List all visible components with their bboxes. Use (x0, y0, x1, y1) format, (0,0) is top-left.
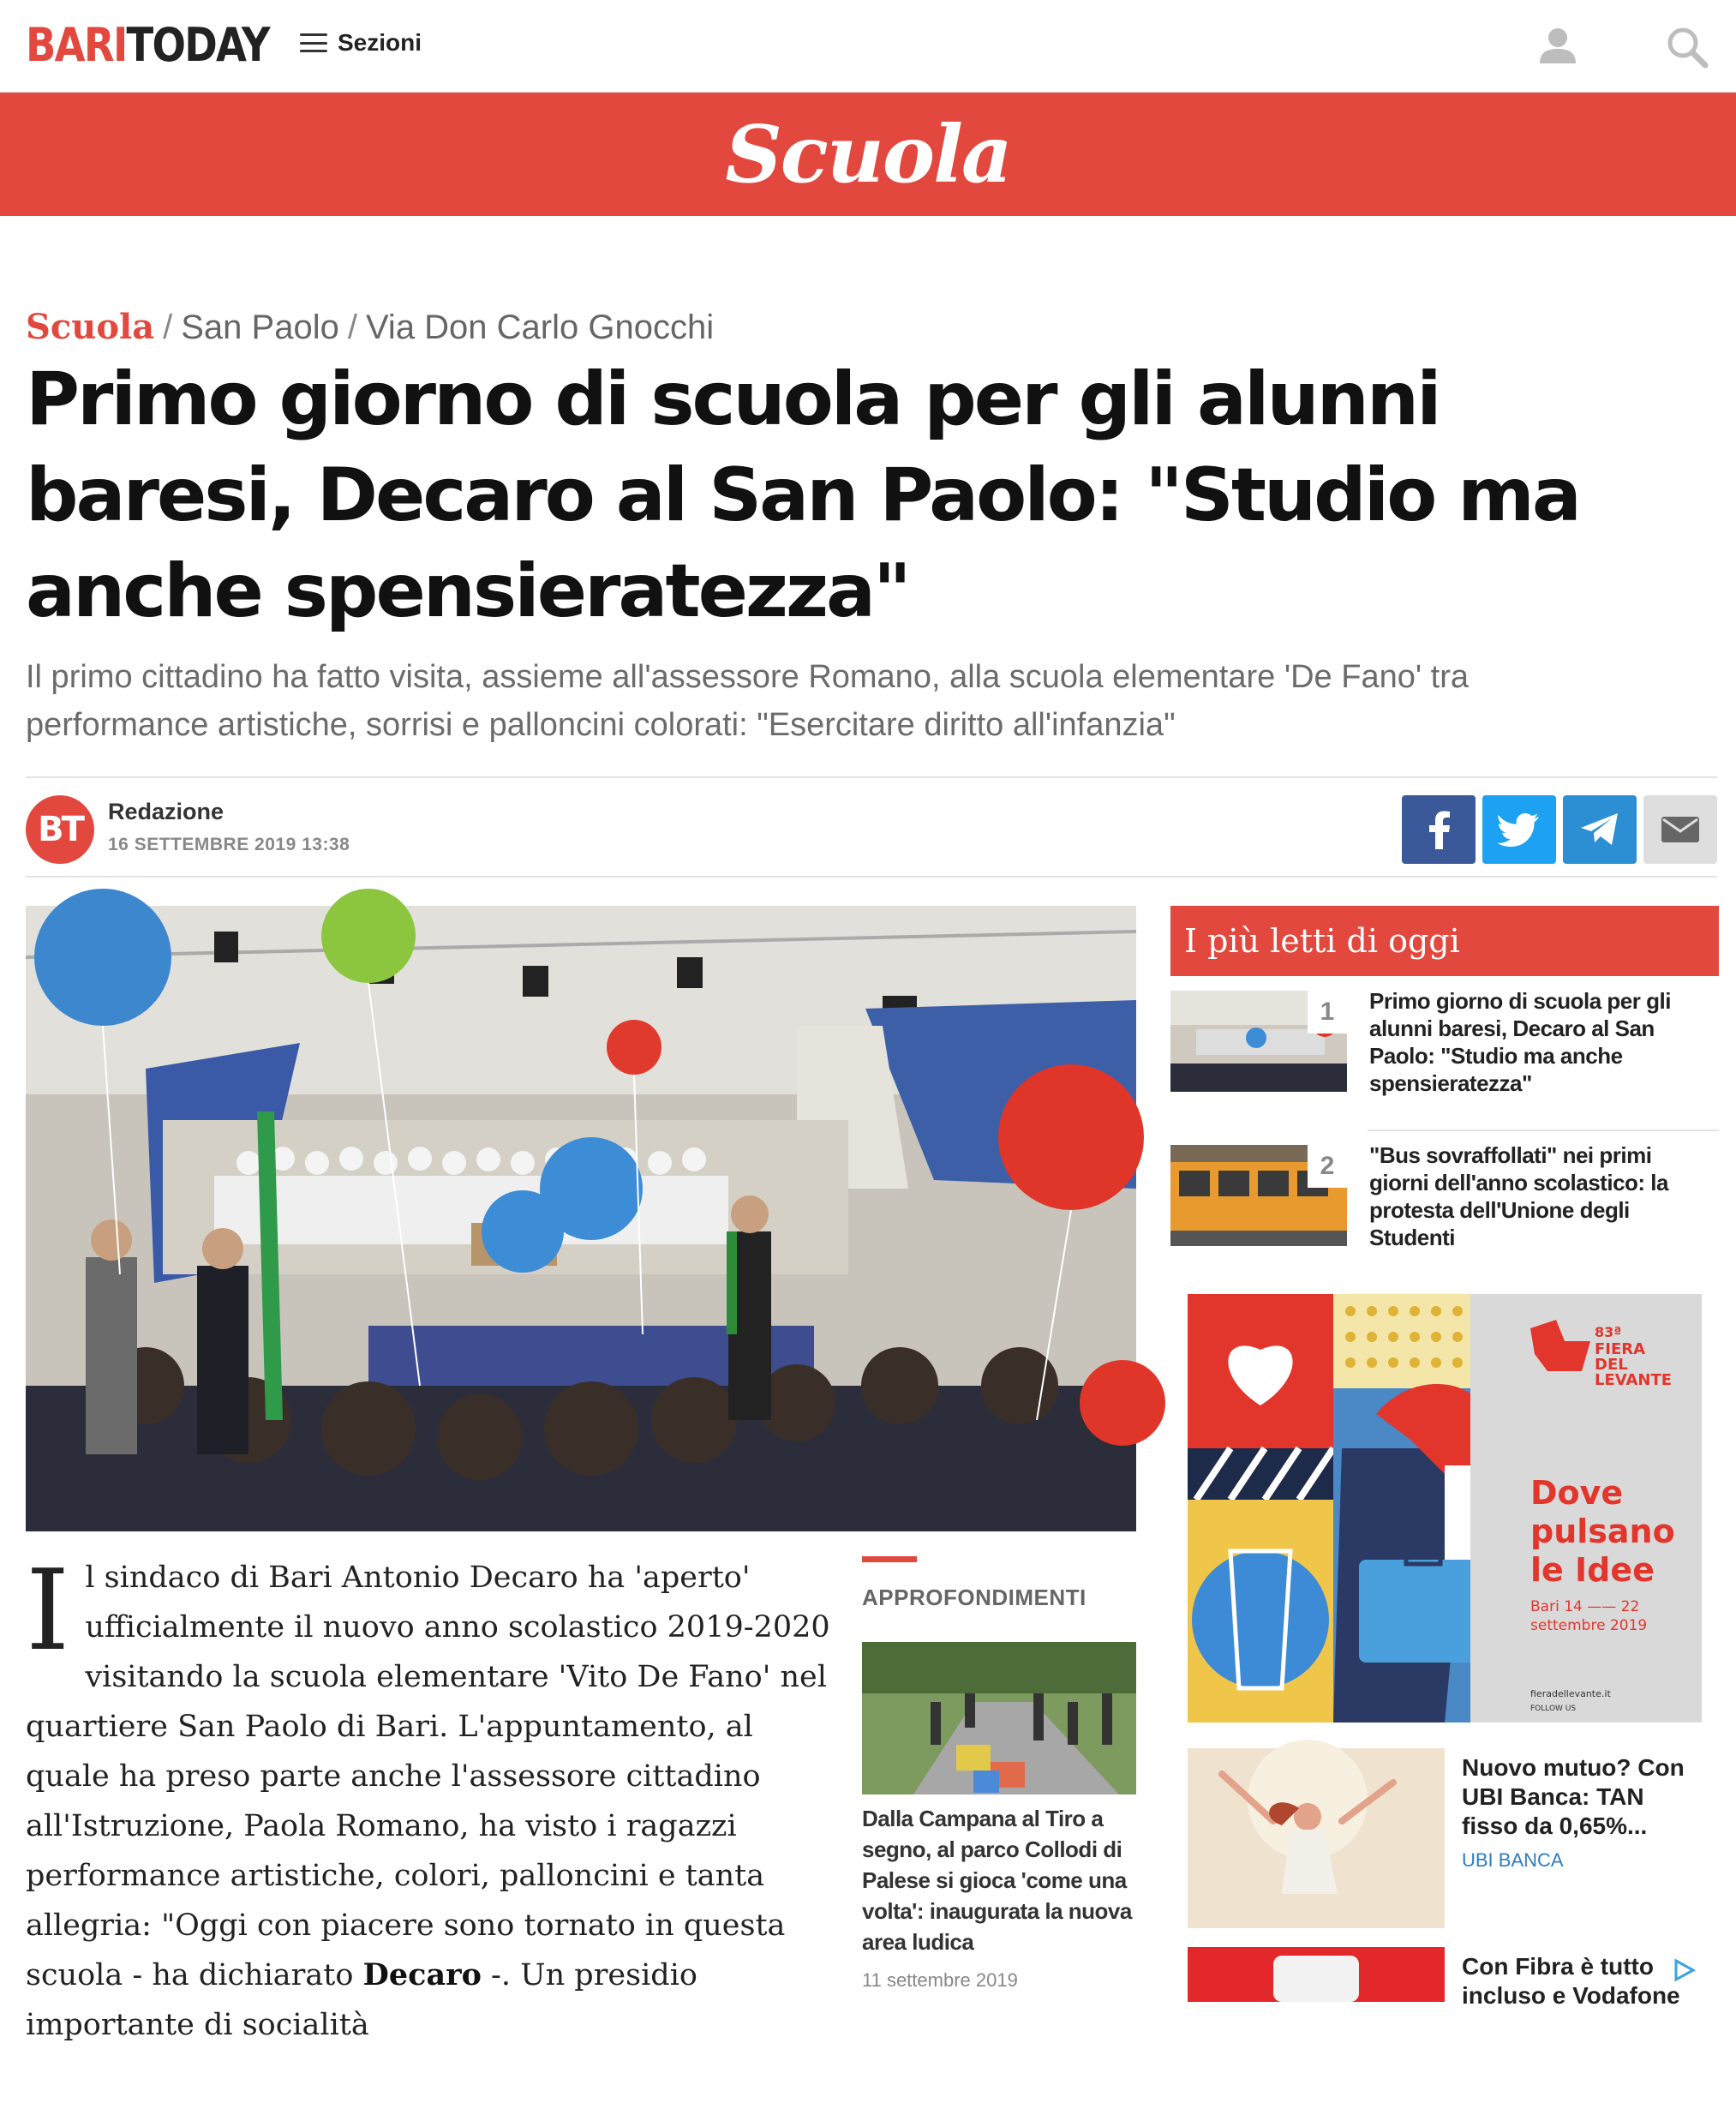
sections-menu-label: Sezioni (338, 29, 422, 56)
ad-tagline-3: le Idee (1530, 1551, 1655, 1589)
search-icon[interactable] (1666, 26, 1709, 69)
breadcrumb (26, 307, 714, 347)
article-text-2: -. Un presidio importante di socialità (26, 1958, 697, 2042)
sections-menu-button[interactable] (300, 29, 422, 57)
accent-bar (862, 1556, 917, 1562)
breadcrumb-category[interactable]: Scuola (26, 307, 155, 347)
sponsored-image (1188, 1947, 1445, 2127)
article-text-1: l sindaco di Bari Antonio Decaro ha 'aperto' ufficialmente il nuovo anno scolastico 2019-2020 visitando la scuola elementare 'Vito De Fano' nel quartiere San Paolo di Bari. L'appuntamento, al quale ha preso parte anche l'assessore cittadino all'Istruzione, Paola Romano, ha visto i ragazzi performance artistiche, colori, palloncini e tanta allegria: "Oggi con piacere sono tornato in questa scuola - ha dichiarato (26, 1561, 830, 1992)
sponsored-image (1188, 1748, 1445, 1928)
dropcap: I (26, 1545, 70, 1675)
breadcrumb-separator: / (347, 309, 357, 346)
share-facebook-button[interactable] (1402, 795, 1476, 864)
related-title[interactable]: Dalla Campana al Tiro a segno, al parco Collodi di Palese si gioca 'come una volta': inaugurata la nuova area ludica (862, 1806, 1132, 1955)
related-label: APPROFONDIMENTI (862, 1585, 1086, 1610)
publish-date: 16 SETTEMBRE 2019 13:38 (108, 835, 350, 854)
breadcrumb-separator: / (163, 309, 173, 346)
share-telegram-button[interactable] (1563, 795, 1637, 864)
most-read-title: I più letti di oggi (1184, 922, 1460, 960)
baritoday-logo[interactable] (26, 19, 269, 72)
logo-today: TODAY (126, 18, 269, 72)
rank-number: 2 (1308, 1145, 1347, 1188)
author-name[interactable]: Redazione (108, 799, 224, 824)
share-email-button[interactable] (1643, 795, 1717, 864)
breadcrumb-neighborhood[interactable]: San Paolo (181, 309, 339, 346)
top-bar (0, 0, 1736, 93)
ad-brand-1: FIERA (1595, 1340, 1646, 1358)
share-twitter-button[interactable] (1482, 795, 1556, 864)
twitter-icon (1499, 812, 1540, 847)
ad-brand-2: DEL (1595, 1356, 1628, 1374)
article-headline: Primo giorno di scuola per gli alunni baresi, Decaro al San Paolo: "Studio ma anche spensieratezza" (26, 356, 1579, 634)
ad-site: fieradellevante.it (1530, 1688, 1611, 1699)
related-articles (862, 1556, 1136, 1992)
ad-edition: 83ª (1595, 1324, 1622, 1340)
most-read-item[interactable] (1170, 1131, 1719, 1277)
school-event-photo (26, 906, 1136, 1531)
hamburger-icon (300, 33, 327, 52)
sponsored-title[interactable]: Nuovo mutuo? Con UBI Banca: TAN fisso da 0,65%... (1462, 1754, 1685, 1839)
fiera-del-levante-ad[interactable] (1188, 1294, 1702, 1723)
ad-dates: Bari 14 —— 22 (1530, 1598, 1640, 1615)
article-body (26, 1545, 831, 2050)
related-thumbnail[interactable] (862, 1642, 1136, 1794)
article-subtitle: Il primo cittadino ha fatto visita, assieme all'assessore Romano, alla scuola elementare 'De Fano' tra performance artistiche, sorrisi e palloncini colorati: "Esercitare diritto all'infanzia" (26, 659, 1470, 743)
breadcrumb-street[interactable]: Via Don Carlo Gnocchi (365, 309, 715, 346)
related-date: 11 settembre 2019 (862, 1969, 1018, 1991)
ad-follow: FOLLOW US (1530, 1705, 1577, 1713)
ad-choices-icon[interactable] (1671, 1957, 1697, 1983)
facebook-icon (1426, 810, 1452, 849)
most-read-title-text[interactable]: "Bus sovraffollati" nei primi giorni dell'anno scolastico: la protesta dell'Unione degli Studenti (1369, 1142, 1668, 1250)
most-read-title-text[interactable]: Primo giorno di scuola per gli alunni baresi, Decaro al San Paolo: "Studio ma anche spensieratezza" (1369, 988, 1671, 1096)
section-banner (0, 93, 1736, 216)
sponsored-source[interactable]: UBI BANCA (1462, 1849, 1564, 1871)
ad-dates-2: settembre 2019 (1530, 1617, 1648, 1634)
article-main-image[interactable] (26, 906, 1136, 1531)
ad-tagline-2: pulsano (1530, 1513, 1675, 1550)
most-read-header (1170, 906, 1719, 976)
author-avatar: BT (26, 795, 94, 864)
sponsored-item[interactable] (1188, 1748, 1719, 1928)
section-title[interactable]: Scuola (725, 108, 1011, 201)
sponsored-item[interactable] (1188, 1947, 1719, 2127)
article-meta (26, 776, 1717, 878)
ad-brand-3: LEVANTE (1595, 1371, 1673, 1389)
rank-number: 1 (1308, 991, 1347, 1034)
telegram-icon (1579, 812, 1620, 847)
sponsored-title[interactable]: Con Fibra è tutto incluso e Vodafone (1462, 1953, 1680, 2009)
user-icon[interactable] (1538, 26, 1577, 65)
logo-bari: BARI (26, 18, 127, 72)
email-icon (1661, 817, 1699, 842)
ad-tagline-1: Dove (1530, 1474, 1624, 1512)
article-text-bold: Decaro (362, 1957, 482, 1992)
most-read-item[interactable] (1170, 977, 1719, 1123)
